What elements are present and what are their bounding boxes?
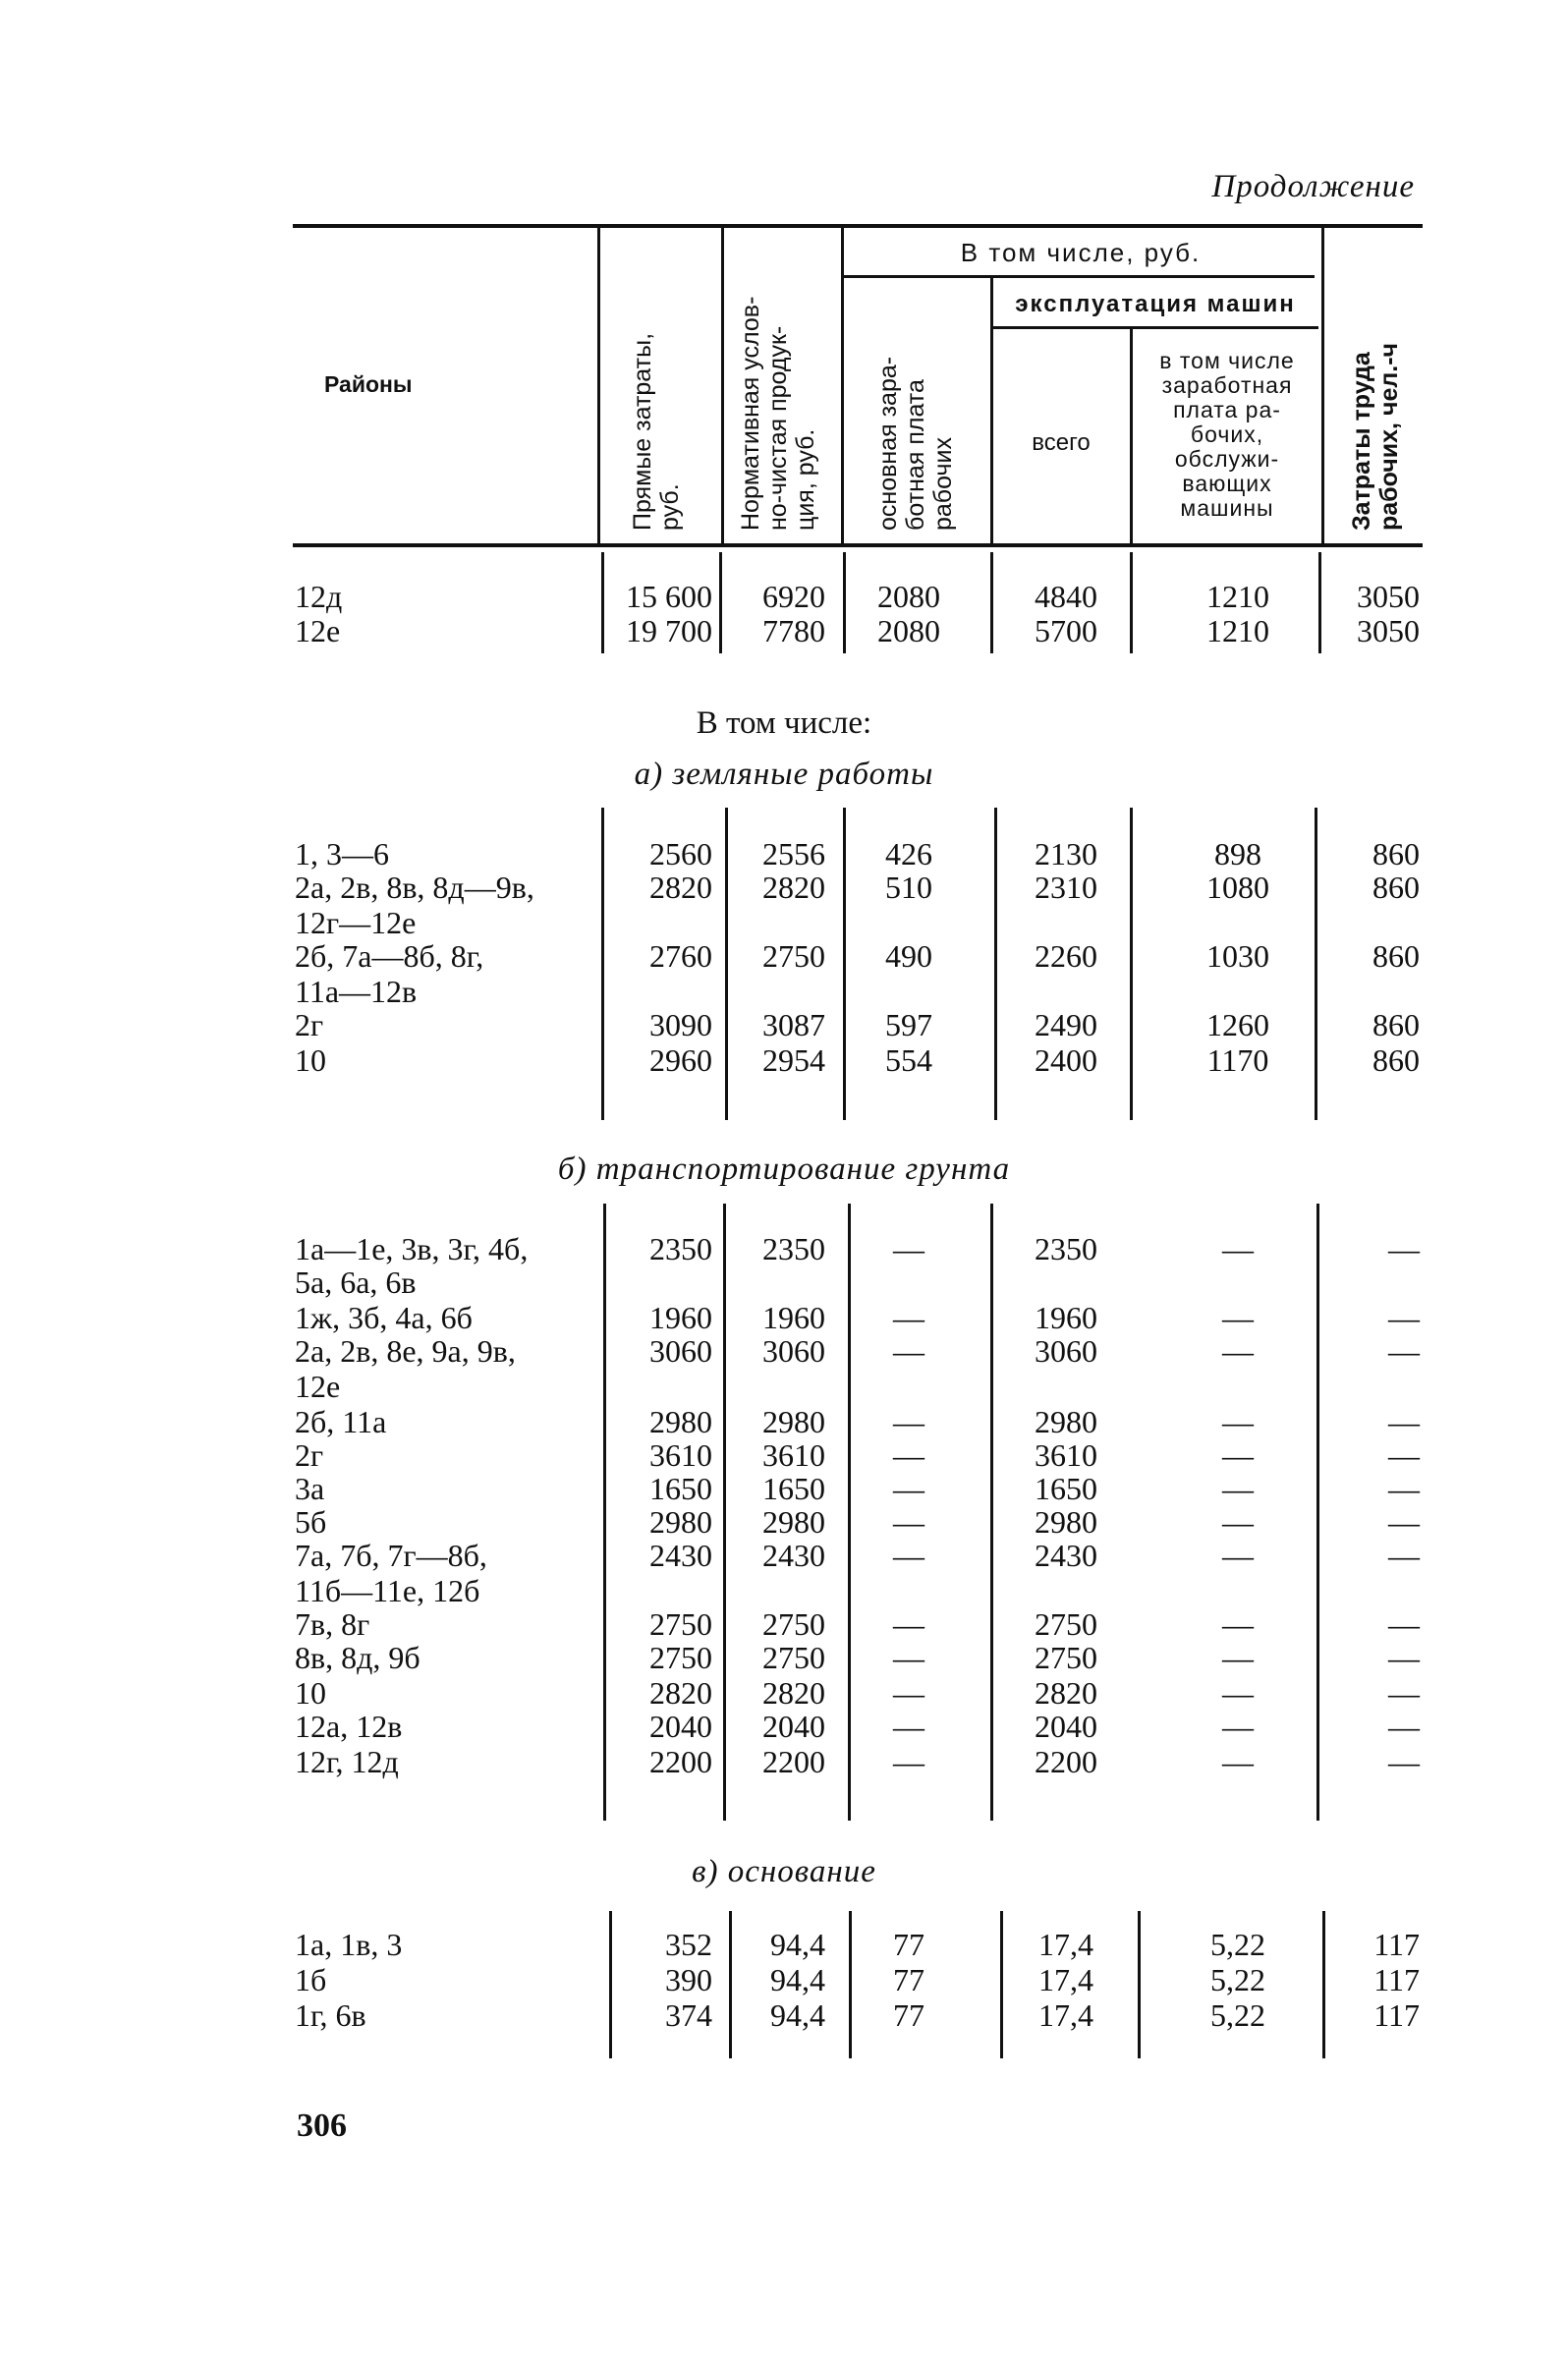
table-row xyxy=(0,1998,1568,2033)
table-row xyxy=(0,1745,1568,1779)
header-total: всего xyxy=(1032,429,1091,456)
value-cell: 2820 xyxy=(762,870,825,905)
value-cell: — xyxy=(893,1744,924,1779)
table-row xyxy=(0,1043,1568,1078)
table-row xyxy=(0,1641,1568,1675)
value-cell: — xyxy=(1388,1300,1420,1335)
value-cell: — xyxy=(893,1606,924,1642)
district-cell: 7а, 7б, 7г—8б, xyxy=(295,1538,487,1573)
continuation-label: Продолжение xyxy=(1211,169,1415,204)
value-cell: — xyxy=(1388,1231,1420,1266)
value-cell: 2040 xyxy=(762,1709,825,1744)
value-cell: 2260 xyxy=(1035,938,1097,974)
value-cell: 1650 xyxy=(649,1471,712,1506)
value-cell: — xyxy=(893,1231,924,1266)
district-cell: 8в, 8д, 9б xyxy=(295,1640,420,1675)
value-cell: 17,4 xyxy=(1038,1927,1093,1962)
value-cell: 5,22 xyxy=(1210,1927,1265,1962)
district-cell: 7в, 8г xyxy=(295,1606,370,1642)
value-cell: 94,4 xyxy=(770,1927,825,1962)
value-cell: 1960 xyxy=(762,1300,825,1335)
value-cell: 1030 xyxy=(1206,938,1269,974)
table-row xyxy=(0,1405,1568,1439)
value-cell: — xyxy=(893,1300,924,1335)
header-direct-costs: Прямые затраты, руб. xyxy=(629,332,684,531)
value-cell: 117 xyxy=(1373,1962,1420,1997)
table-row xyxy=(0,1472,1568,1506)
value-cell: 2820 xyxy=(649,870,712,905)
value-cell: — xyxy=(893,1404,924,1439)
district-cell: 12е xyxy=(295,1369,341,1404)
value-cell: 2750 xyxy=(649,1640,712,1675)
district-cell: 10 xyxy=(295,1675,326,1711)
table-row xyxy=(0,1676,1568,1711)
value-cell: — xyxy=(1388,1538,1420,1573)
value-cell: — xyxy=(893,1640,924,1675)
value-cell: — xyxy=(1388,1504,1420,1540)
value-cell: 2430 xyxy=(762,1538,825,1573)
value-cell: 860 xyxy=(1372,1042,1420,1078)
value-cell: — xyxy=(1222,1300,1254,1335)
value-cell: 2430 xyxy=(1035,1538,1097,1573)
district-cell: 12г, 12д xyxy=(295,1744,399,1779)
value-cell: 1260 xyxy=(1206,1007,1269,1042)
table-row xyxy=(0,975,1568,1009)
table-row xyxy=(0,939,1568,974)
table-row xyxy=(0,1505,1568,1540)
value-cell: 2750 xyxy=(649,1606,712,1642)
value-cell: — xyxy=(1222,1404,1254,1439)
value-cell: 2350 xyxy=(649,1231,712,1266)
value-cell: — xyxy=(893,1675,924,1711)
value-cell: 3060 xyxy=(1035,1333,1097,1369)
header-districts: Районы xyxy=(324,371,413,397)
value-cell: 2980 xyxy=(762,1404,825,1439)
district-cell: 10 xyxy=(295,1042,326,1078)
table-row xyxy=(0,871,1568,905)
value-cell: 3610 xyxy=(762,1437,825,1473)
value-cell: 5,22 xyxy=(1210,1997,1265,2033)
district-cell: 1г, 6в xyxy=(295,1997,366,2033)
table-row xyxy=(0,906,1568,940)
value-cell: 1650 xyxy=(762,1471,825,1506)
including-label: В том числе: xyxy=(696,705,872,741)
value-cell: — xyxy=(893,1504,924,1540)
value-cell: 2750 xyxy=(762,938,825,974)
header-base-wage: основная зара- ботная плата рабочих xyxy=(874,356,957,531)
value-cell: — xyxy=(1222,1606,1254,1642)
table-row xyxy=(0,1265,1568,1300)
value-cell: 77 xyxy=(893,1997,924,2033)
value-cell: 2954 xyxy=(762,1042,825,1078)
value-cell: 374 xyxy=(665,1997,712,2033)
value-cell: 426 xyxy=(885,836,932,871)
value-cell: 898 xyxy=(1214,836,1261,871)
district-cell: 2б, 7а—8б, 8г, xyxy=(295,938,484,974)
value-cell: 2750 xyxy=(1035,1606,1097,1642)
value-cell: 117 xyxy=(1373,1997,1420,2033)
value-cell: — xyxy=(893,1471,924,1506)
district-cell: 2а, 2в, 8е, 9а, 9в, xyxy=(295,1333,516,1369)
value-cell: — xyxy=(1222,1504,1254,1540)
value-cell: — xyxy=(1222,1437,1254,1473)
district-cell: 2б, 11а xyxy=(295,1404,387,1439)
table-row xyxy=(0,1370,1568,1404)
district-cell: 11а—12в xyxy=(295,974,418,1009)
district-cell: 1а, 1в, 3 xyxy=(295,1927,403,1962)
value-cell: 2040 xyxy=(1035,1709,1097,1744)
table-row xyxy=(0,1334,1568,1369)
value-cell: — xyxy=(893,1437,924,1473)
value-cell: 94,4 xyxy=(770,1997,825,2033)
table-row: 12д 15 600 6920 2080 4840 1210 3050 xyxy=(295,579,1420,614)
value-cell: 1960 xyxy=(1035,1300,1097,1335)
district-cell: 1, 3—6 xyxy=(295,836,389,871)
table-row xyxy=(0,1539,1568,1573)
value-cell: 5,22 xyxy=(1210,1962,1265,1997)
value-cell: 2130 xyxy=(1035,836,1097,871)
value-cell: — xyxy=(1388,1640,1420,1675)
district-cell: 3а xyxy=(295,1471,325,1506)
district-cell: 1ж, 3б, 4а, 6б xyxy=(295,1300,473,1335)
value-cell: — xyxy=(893,1538,924,1573)
value-cell: 1170 xyxy=(1206,1042,1269,1078)
value-cell: 2750 xyxy=(1035,1640,1097,1675)
value-cell: 860 xyxy=(1372,836,1420,871)
value-cell: — xyxy=(893,1333,924,1369)
district-cell: 2г xyxy=(295,1007,324,1042)
value-cell: — xyxy=(1222,1538,1254,1573)
value-cell: 390 xyxy=(665,1962,712,1997)
section-title: в) основание xyxy=(692,1854,876,1889)
value-cell: — xyxy=(1388,1675,1420,1711)
value-cell: 2820 xyxy=(1035,1675,1097,1711)
value-cell: 2556 xyxy=(762,836,825,871)
table-row xyxy=(0,1301,1568,1335)
value-cell: — xyxy=(1388,1471,1420,1506)
value-cell: 1960 xyxy=(649,1300,712,1335)
district-cell: 2г xyxy=(295,1437,324,1473)
value-cell: 2980 xyxy=(1035,1404,1097,1439)
district-cell: 12г—12е xyxy=(295,905,417,940)
table-row xyxy=(0,1963,1568,1997)
value-cell: — xyxy=(1388,1606,1420,1642)
value-cell: — xyxy=(1388,1744,1420,1779)
value-cell: — xyxy=(1222,1640,1254,1675)
district-cell: 1а—1е, 3в, 3г, 4б, xyxy=(295,1231,529,1266)
value-cell: — xyxy=(1222,1675,1254,1711)
value-cell: 2310 xyxy=(1035,870,1097,905)
value-cell: 2820 xyxy=(649,1675,712,1711)
table-row xyxy=(0,1607,1568,1642)
value-cell: 94,4 xyxy=(770,1962,825,1997)
value-cell: 352 xyxy=(665,1927,712,1962)
district-cell: 11б—11е, 12б xyxy=(295,1573,480,1608)
table-row xyxy=(0,837,1568,871)
value-cell: — xyxy=(1222,1471,1254,1506)
value-cell: 510 xyxy=(885,870,932,905)
district-cell: 5б xyxy=(295,1504,327,1540)
value-cell: 490 xyxy=(885,938,932,974)
value-cell: 3060 xyxy=(762,1333,825,1369)
value-cell: 2980 xyxy=(762,1504,825,1540)
header-labor: Затраты труда рабочих, чел.-ч xyxy=(1348,342,1403,531)
value-cell: 2980 xyxy=(1035,1504,1097,1540)
value-cell: — xyxy=(1222,1231,1254,1266)
value-cell: 2350 xyxy=(1035,1231,1097,1266)
table-row xyxy=(0,1232,1568,1266)
value-cell: 2560 xyxy=(649,836,712,871)
value-cell: 2980 xyxy=(649,1504,712,1540)
value-cell: 2200 xyxy=(1035,1744,1097,1779)
value-cell: 2490 xyxy=(1035,1007,1097,1042)
value-cell: — xyxy=(1388,1333,1420,1369)
value-cell: 3610 xyxy=(1035,1437,1097,1473)
value-cell: — xyxy=(1388,1709,1420,1744)
value-cell: 117 xyxy=(1373,1927,1420,1962)
value-cell: 3060 xyxy=(649,1333,712,1369)
value-cell: 2760 xyxy=(649,938,712,974)
value-cell: 2820 xyxy=(762,1675,825,1711)
value-cell: — xyxy=(1222,1333,1254,1369)
value-cell: 2040 xyxy=(649,1709,712,1744)
header-including: В том числе, руб. xyxy=(960,238,1202,267)
table-row: 12е 19 700 7780 2080 5700 1210 3050 xyxy=(295,613,1420,648)
table-row xyxy=(0,1438,1568,1473)
header-normative-output: Нормативная услов- но-чистая продук- ция, руб. xyxy=(737,296,819,531)
value-cell: 2960 xyxy=(649,1042,712,1078)
district-cell: 12а, 12в xyxy=(295,1709,403,1744)
value-cell: — xyxy=(1222,1709,1254,1744)
header-incl-wage: в том числе заработная плата ра- бочих, обслужи- вающих машины xyxy=(1159,348,1295,521)
section-title: б) транспортирование грунта xyxy=(557,1152,1011,1187)
value-cell: — xyxy=(1388,1437,1420,1473)
value-cell: 2750 xyxy=(762,1606,825,1642)
value-cell: 3090 xyxy=(649,1007,712,1042)
value-cell: 1080 xyxy=(1206,870,1269,905)
value-cell: — xyxy=(1222,1744,1254,1779)
value-cell: 2430 xyxy=(649,1538,712,1573)
district-cell: 5а, 6а, 6в xyxy=(295,1264,417,1300)
value-cell: 860 xyxy=(1372,870,1420,905)
value-cell: 17,4 xyxy=(1038,1997,1093,2033)
value-cell: 2400 xyxy=(1035,1042,1097,1078)
value-cell: 2350 xyxy=(762,1231,825,1266)
district-cell: 1б xyxy=(295,1962,327,1997)
value-cell: 2200 xyxy=(649,1744,712,1779)
page-number: 306 xyxy=(297,2107,347,2144)
value-cell: 597 xyxy=(885,1007,932,1042)
value-cell: 17,4 xyxy=(1038,1962,1093,1997)
section-title: а) земляные работы xyxy=(634,757,934,792)
value-cell: 2750 xyxy=(762,1640,825,1675)
value-cell: 3087 xyxy=(762,1007,825,1042)
value-cell: — xyxy=(893,1709,924,1744)
table-row xyxy=(0,1574,1568,1608)
value-cell: 3610 xyxy=(649,1437,712,1473)
table-row xyxy=(0,1710,1568,1744)
district-cell: 2а, 2в, 8в, 8д—9в, xyxy=(295,870,534,905)
value-cell: 1650 xyxy=(1035,1471,1097,1506)
table-row xyxy=(0,1008,1568,1042)
value-cell: 2200 xyxy=(762,1744,825,1779)
table-row xyxy=(0,1928,1568,1962)
value-cell: 860 xyxy=(1372,1007,1420,1042)
value-cell: — xyxy=(1388,1404,1420,1439)
value-cell: 77 xyxy=(893,1962,924,1997)
value-cell: 77 xyxy=(893,1927,924,1962)
value-cell: 860 xyxy=(1372,938,1420,974)
header-machine-operation: эксплуатация машин xyxy=(1015,291,1296,317)
value-cell: 554 xyxy=(885,1042,932,1078)
value-cell: 2980 xyxy=(649,1404,712,1439)
